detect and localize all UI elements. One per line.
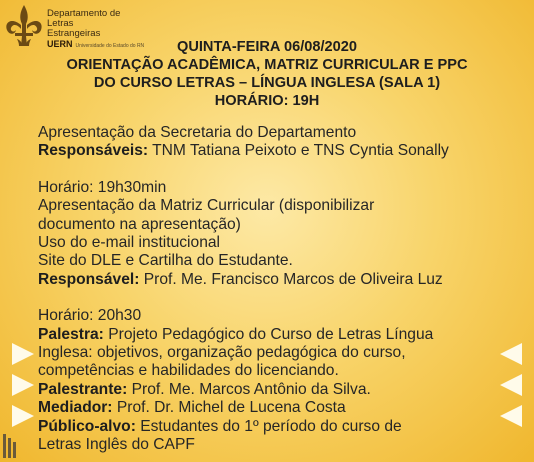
section1-resp-label: Responsáveis: [38,142,149,160]
triangle-arrow-icon [500,343,522,365]
header-time: HORÁRIO: 19H [214,93,320,109]
event-header [0,38,534,110]
header-date: QUINTA-FEIRA 06/08/2020 [176,39,358,55]
section2-responsible [38,271,508,289]
schedule-body [38,124,508,455]
section3-palestrante-label: Palestrante: [38,380,128,398]
section3-publico-value: Estudantes do 1º período do curso de [135,417,402,435]
triangle-arrow-icon [500,405,522,427]
section3-palestrante-value: Prof. Me. Marcos Antônio da Silva. [127,380,371,398]
section2-time: Horário: 19h30min [38,178,167,196]
logo-line-2: Letras [47,18,74,29]
section2-line-1: Apresentação da Matriz Curricular (disponibilizar [38,197,375,215]
section3-line-2: Inglesa: objetivos, organização pedagógica do curso, [38,344,406,362]
section3-mediador-label: Mediador: [38,399,113,417]
section2-resp-label: Responsável: [38,270,140,288]
logo-line-3: Estrangeiras [47,28,101,39]
section3-publico [38,418,508,436]
section3-mediador-value: Prof. Dr. Michel de Lucena Costa [112,399,346,417]
section3-palestrante [38,381,508,399]
triangle-arrow-icon [500,374,522,396]
section2-line-3: Uso do e-mail institucional [38,234,221,252]
section2-resp-value: Prof. Me. Francisco Marcos de Oliveira Luz [139,270,443,288]
section3-palestra-label: Palestra: [38,325,104,343]
section1-responsible [38,142,508,160]
logo-line-1: Departamento de [47,8,121,19]
section3-line-7: Letras Inglês do CAPF [38,436,195,454]
section3-time: Horário: 20h30 [38,307,142,325]
header-title-line-1: ORIENTAÇÃO ACADÊMICA, MATRIZ CURRICULAR E PPC [66,57,468,73]
section3-line-3: competências e habilidades do licenciando. [38,362,339,380]
header-title-line-2: DO CURSO LETRAS – LÍNGUA INGLESA (SALA 1) [93,75,441,91]
section1-title: Apresentação da Secretaria do Departamento [38,124,357,141]
section3-mediador [38,399,508,417]
section1-resp-value: TNM Tatiana Peixoto e TNS Cyntia Sonally [148,142,449,160]
section3-publico-label: Público-alvo: [38,417,136,435]
triangle-arrow-icon [12,343,34,365]
triangle-arrow-icon [12,405,34,427]
triangle-arrow-icon [12,374,34,396]
section3-palestra [38,326,508,344]
footer-emblem-icon [1,432,19,460]
logo-uern: UERN [47,39,73,49]
section2-line-2: documento na apresentação) [38,215,241,233]
section2-line-4: Site do DLE e Cartilha do Estudante. [38,252,293,270]
logo-uern-sub: Universidade do Estado do RN [75,43,145,49]
section3-palestra-value: Projeto Pedagógico do Curso de Letras Língua [103,325,434,343]
